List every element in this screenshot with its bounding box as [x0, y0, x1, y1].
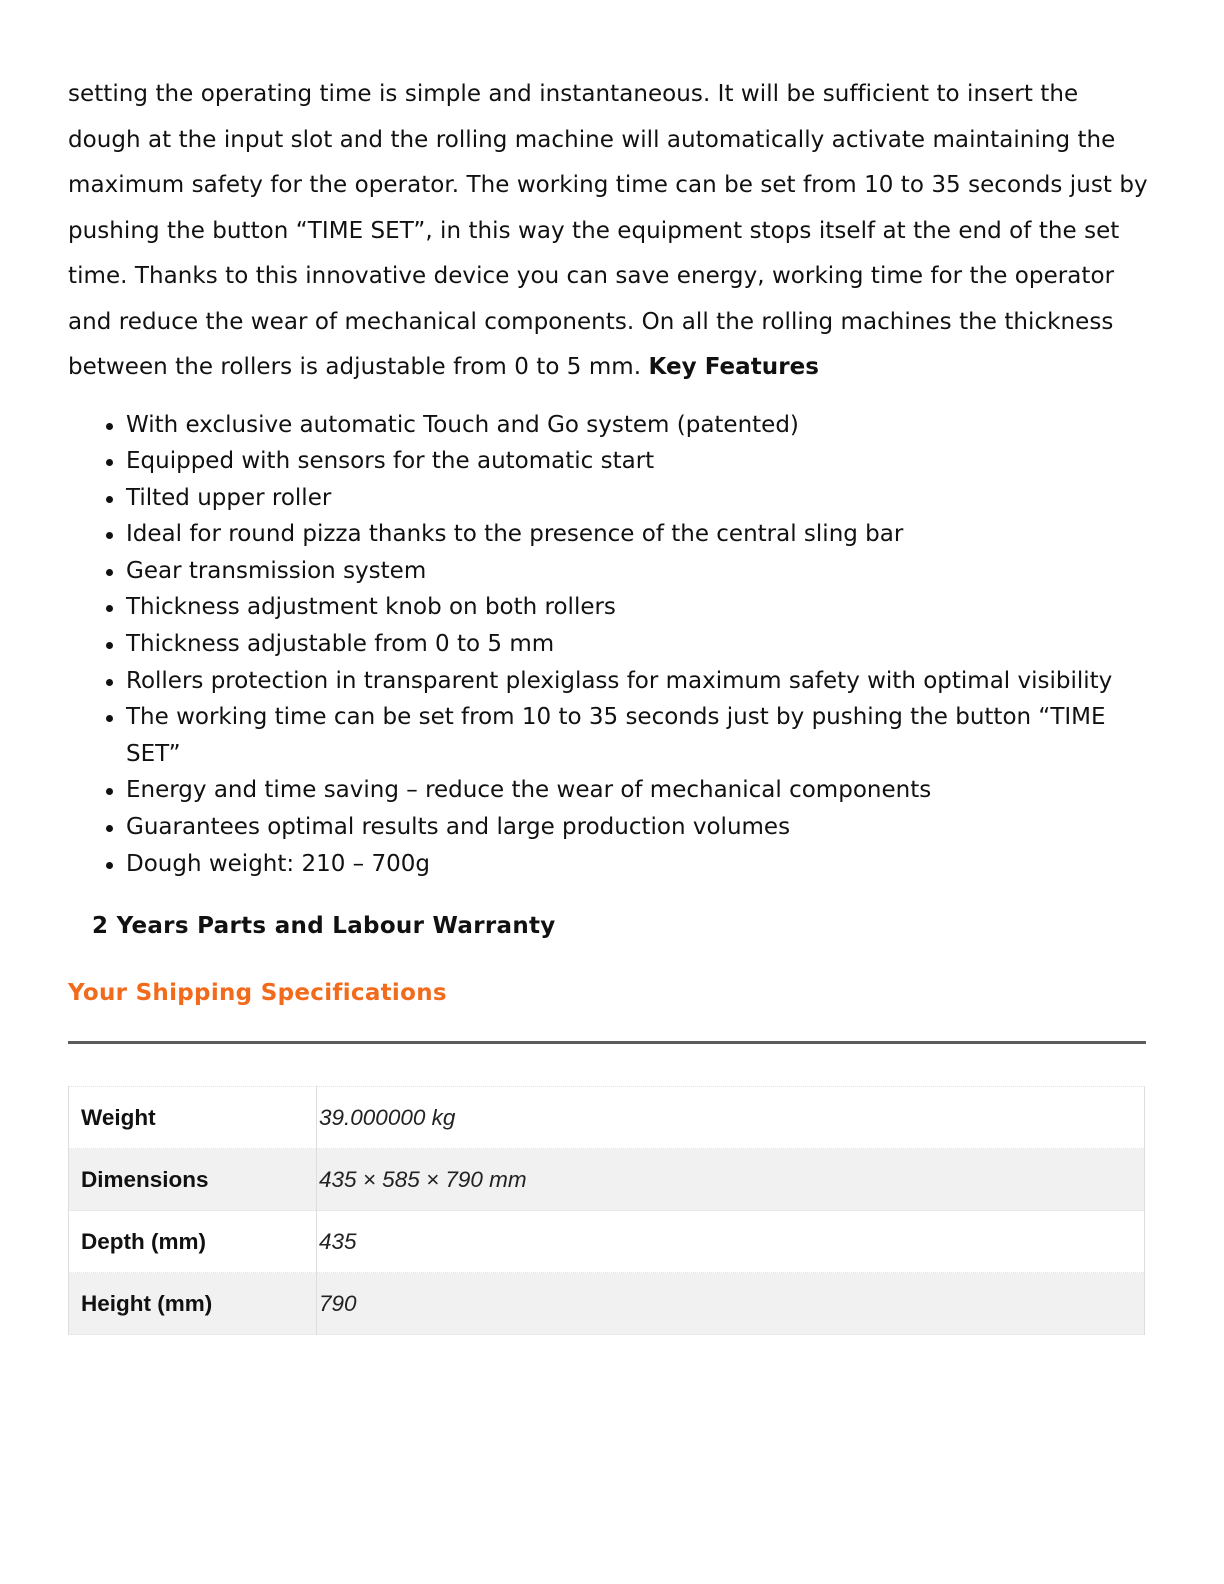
product-description [68, 72, 1148, 1335]
feature-list-item: The working time can be set from 10 to 35 seconds just by pushing the button “TIME SET” [126, 699, 1148, 772]
feature-list-item: Energy and time saving – reduce the wear of mechanical components [126, 772, 1148, 809]
description-text: setting the operating time is simple and instantaneous. It will be sufficient to insert the dough at the input slot and the rolling machine will automatically activate maintaining the maximum safety for the operator. The working time can be set from 10 to 35 seconds just by pushing the button “TIME SET”, in this way the equipment stops itself at the end of the set time. Thanks to this innovative device you can save energy, working time for the operator and reduce the wear of mechanical components. On all the rolling machines the thickness between the rollers is adjustable from 0 to 5 mm. [68, 81, 1148, 380]
spec-label: Depth (mm) [69, 1211, 317, 1273]
spec-value: 790 [317, 1273, 1145, 1335]
feature-list-item: Dough weight: 210 – 700g [126, 846, 1148, 883]
shipping-specifications-table [68, 1086, 1145, 1335]
spec-value: 435 [317, 1211, 1145, 1273]
spec-row [69, 1273, 1145, 1335]
spec-value: 435 × 585 × 790 mm [317, 1149, 1145, 1211]
feature-list-item: Guarantees optimal results and large production volumes [126, 809, 1148, 846]
spec-row [69, 1211, 1145, 1273]
feature-list-item: Equipped with sensors for the automatic start [126, 443, 1148, 480]
description-paragraph [68, 72, 1148, 391]
features-list [68, 407, 1148, 883]
feature-list-item: Ideal for round pizza thanks to the presence of the central sling bar [126, 516, 1148, 553]
spec-value: 39.000000 kg [317, 1087, 1145, 1149]
warranty-heading: 2 Years Parts and Labour Warranty [92, 913, 556, 940]
feature-list-item: Thickness adjustable from 0 to 5 mm [126, 626, 1148, 663]
spec-label: Weight [69, 1087, 317, 1149]
section-divider [68, 1041, 1146, 1044]
feature-list-item: Tilted upper roller [126, 480, 1148, 517]
feature-list-item: Thickness adjustment knob on both rollers [126, 589, 1148, 626]
spec-label: Dimensions [69, 1149, 317, 1211]
feature-list-item: With exclusive automatic Touch and Go system (patented) [126, 407, 1148, 444]
feature-list-item: Rollers protection in transparent plexiglass for maximum safety with optimal visibility [126, 663, 1148, 700]
spec-row [69, 1087, 1145, 1149]
key-features-heading: Key Features [648, 354, 820, 380]
feature-list-item: Gear transmission system [126, 553, 1148, 590]
shipping-specifications-title: Your Shipping Specifications [68, 980, 447, 1007]
spec-label: Height (mm) [69, 1273, 317, 1335]
spec-row [69, 1149, 1145, 1211]
